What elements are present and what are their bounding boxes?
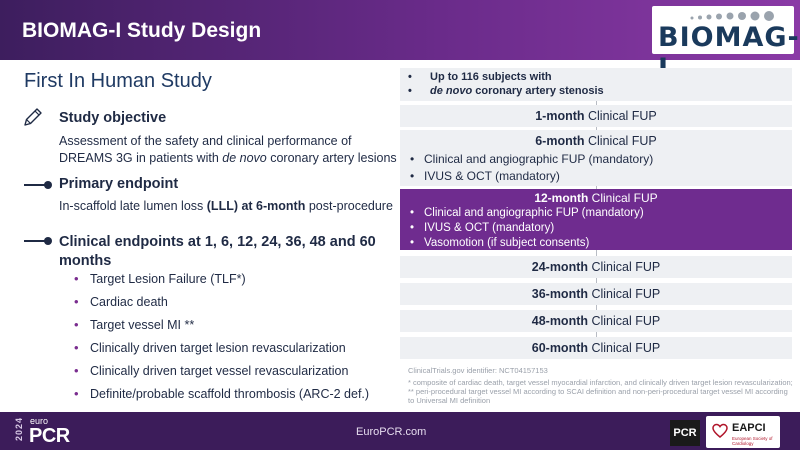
fup-heading — [400, 189, 792, 207]
footnotes — [408, 366, 793, 405]
clinical-heading-line-2: months — [59, 253, 112, 269]
list-item: • Vasomotion (if subject consents) — [410, 237, 792, 252]
biomag-logo — [652, 6, 800, 54]
fup-6-month — [400, 130, 792, 186]
objective-line-2-pre: DREAMS 3G in patients with — [59, 151, 223, 165]
list-item: • Target vessel MI ** — [74, 318, 369, 341]
fup-items — [400, 152, 792, 186]
objective-text — [59, 133, 397, 167]
pcr-badge-logo: PCR — [670, 420, 700, 446]
clinical-heading-line-1: Clinical endpoints at 1, 6, 12, 24, 36, 48 and 60 — [59, 234, 376, 250]
fup-heading — [400, 130, 792, 152]
eapci-logo — [706, 416, 780, 448]
footnote-2: ** peri-procedural target vessel MI according to SCAI definition and non-peri-procedural target vessel MI according to Universal MI definition — [408, 387, 788, 405]
fup-heading — [400, 310, 792, 332]
fup-label: Clinical FUP — [588, 314, 661, 328]
heart-icon — [712, 423, 728, 439]
fup-heading — [400, 337, 792, 359]
logo-text-main: BIOMAG — [658, 22, 788, 53]
subjects-line-2-em: de novo — [430, 85, 473, 97]
fup-label: Clinical FUP — [588, 341, 661, 355]
fup-48-month — [400, 310, 792, 332]
logo-text-dash: - — [787, 22, 800, 53]
fup-period: 48-month — [531, 314, 588, 328]
fup-60-month — [400, 337, 792, 359]
subjects-line-2 — [408, 85, 792, 99]
footer-url[interactable]: EuroPCR.com — [356, 426, 427, 438]
subjects-line-1: • Up to 116 subjects with — [408, 71, 792, 85]
fup-label: Clinical FUP — [584, 134, 657, 148]
objective-line-1: Assessment of the safety and clinical performance of — [59, 134, 352, 148]
page-title: BIOMAG-I Study Design — [22, 19, 262, 42]
fup-period: 36-month — [531, 287, 588, 301]
list-item: • Clinically driven target lesion revascularization — [74, 341, 369, 364]
list-item: • Clinically driven target vessel revascularization — [74, 364, 369, 387]
trial-identifier: ClinicalTrials.gov identifier: NCT04157153 — [408, 366, 548, 375]
fup-12-month — [400, 189, 792, 250]
objective-line-2 — [59, 150, 397, 167]
fup-items — [400, 207, 792, 252]
eapci-name: EAPCI — [732, 422, 766, 434]
fup-period: 1-month — [535, 109, 585, 123]
endpoint-marker-icon — [24, 240, 50, 242]
logo-dots-icon — [662, 10, 784, 22]
fup-period: 12-month — [534, 191, 589, 205]
list-item: • IVUS & OCT (mandatory) — [410, 222, 792, 237]
header-bar — [0, 0, 800, 60]
primary-text-bold: (LLL) at 6-month — [206, 199, 306, 213]
primary-endpoint-text — [59, 198, 393, 215]
objective-line-2-post: coronary artery lesions — [266, 151, 397, 165]
clinical-endpoints-heading — [59, 233, 376, 271]
footer-euro: euro — [30, 416, 49, 426]
objective-heading: Study objective — [59, 110, 167, 126]
eapci-subtitle: European Society of Cardiology — [732, 436, 773, 446]
fup-label: Clinical FUP — [588, 287, 661, 301]
objective-line-2-em: de novo — [222, 151, 267, 165]
fup-heading — [400, 283, 792, 305]
fup-label: Clinical FUP — [588, 191, 658, 205]
primary-text-pre: In-scaffold late lumen loss — [59, 199, 207, 213]
pencil-icon — [22, 106, 44, 128]
list-item: • Target Lesion Failure (TLF*) — [74, 272, 369, 295]
list-item: • Cardiac death — [74, 295, 369, 318]
footnote-1: * composite of cardiac death, target vessel myocardial infarction, and clinically driven target lesion revascularization; — [408, 378, 793, 387]
study-subtitle: First In Human Study — [24, 70, 212, 92]
fup-period: 60-month — [531, 341, 588, 355]
fup-1-month — [400, 105, 792, 127]
subjects-box — [400, 68, 792, 101]
fup-label: Clinical FUP — [584, 109, 657, 123]
fup-period: 6-month — [535, 134, 585, 148]
endpoint-marker-icon — [24, 184, 50, 186]
fup-heading — [400, 105, 792, 127]
fup-heading — [400, 256, 792, 278]
fup-36-month — [400, 283, 792, 305]
primary-text-post: post-procedure — [305, 199, 393, 213]
fup-period: 24-month — [531, 260, 588, 274]
list-item: • IVUS & OCT (mandatory) — [410, 169, 792, 186]
clinical-endpoints-list — [74, 272, 369, 410]
list-item: • Clinical and angiographic FUP (mandatory) — [410, 207, 792, 222]
footer-year: 2024 — [14, 417, 24, 442]
list-item: • Clinical and angiographic FUP (mandatory) — [410, 152, 792, 169]
footer-pcr-logo: PCR — [29, 425, 70, 447]
fup-label: Clinical FUP — [588, 260, 661, 274]
fup-24-month — [400, 256, 792, 278]
list-item: • Definite/probable scaffold thrombosis (ARC-2 def.) — [74, 387, 369, 410]
subjects-line-2-post: coronary artery stenosis — [472, 85, 604, 97]
primary-endpoint-heading: Primary endpoint — [59, 176, 179, 192]
